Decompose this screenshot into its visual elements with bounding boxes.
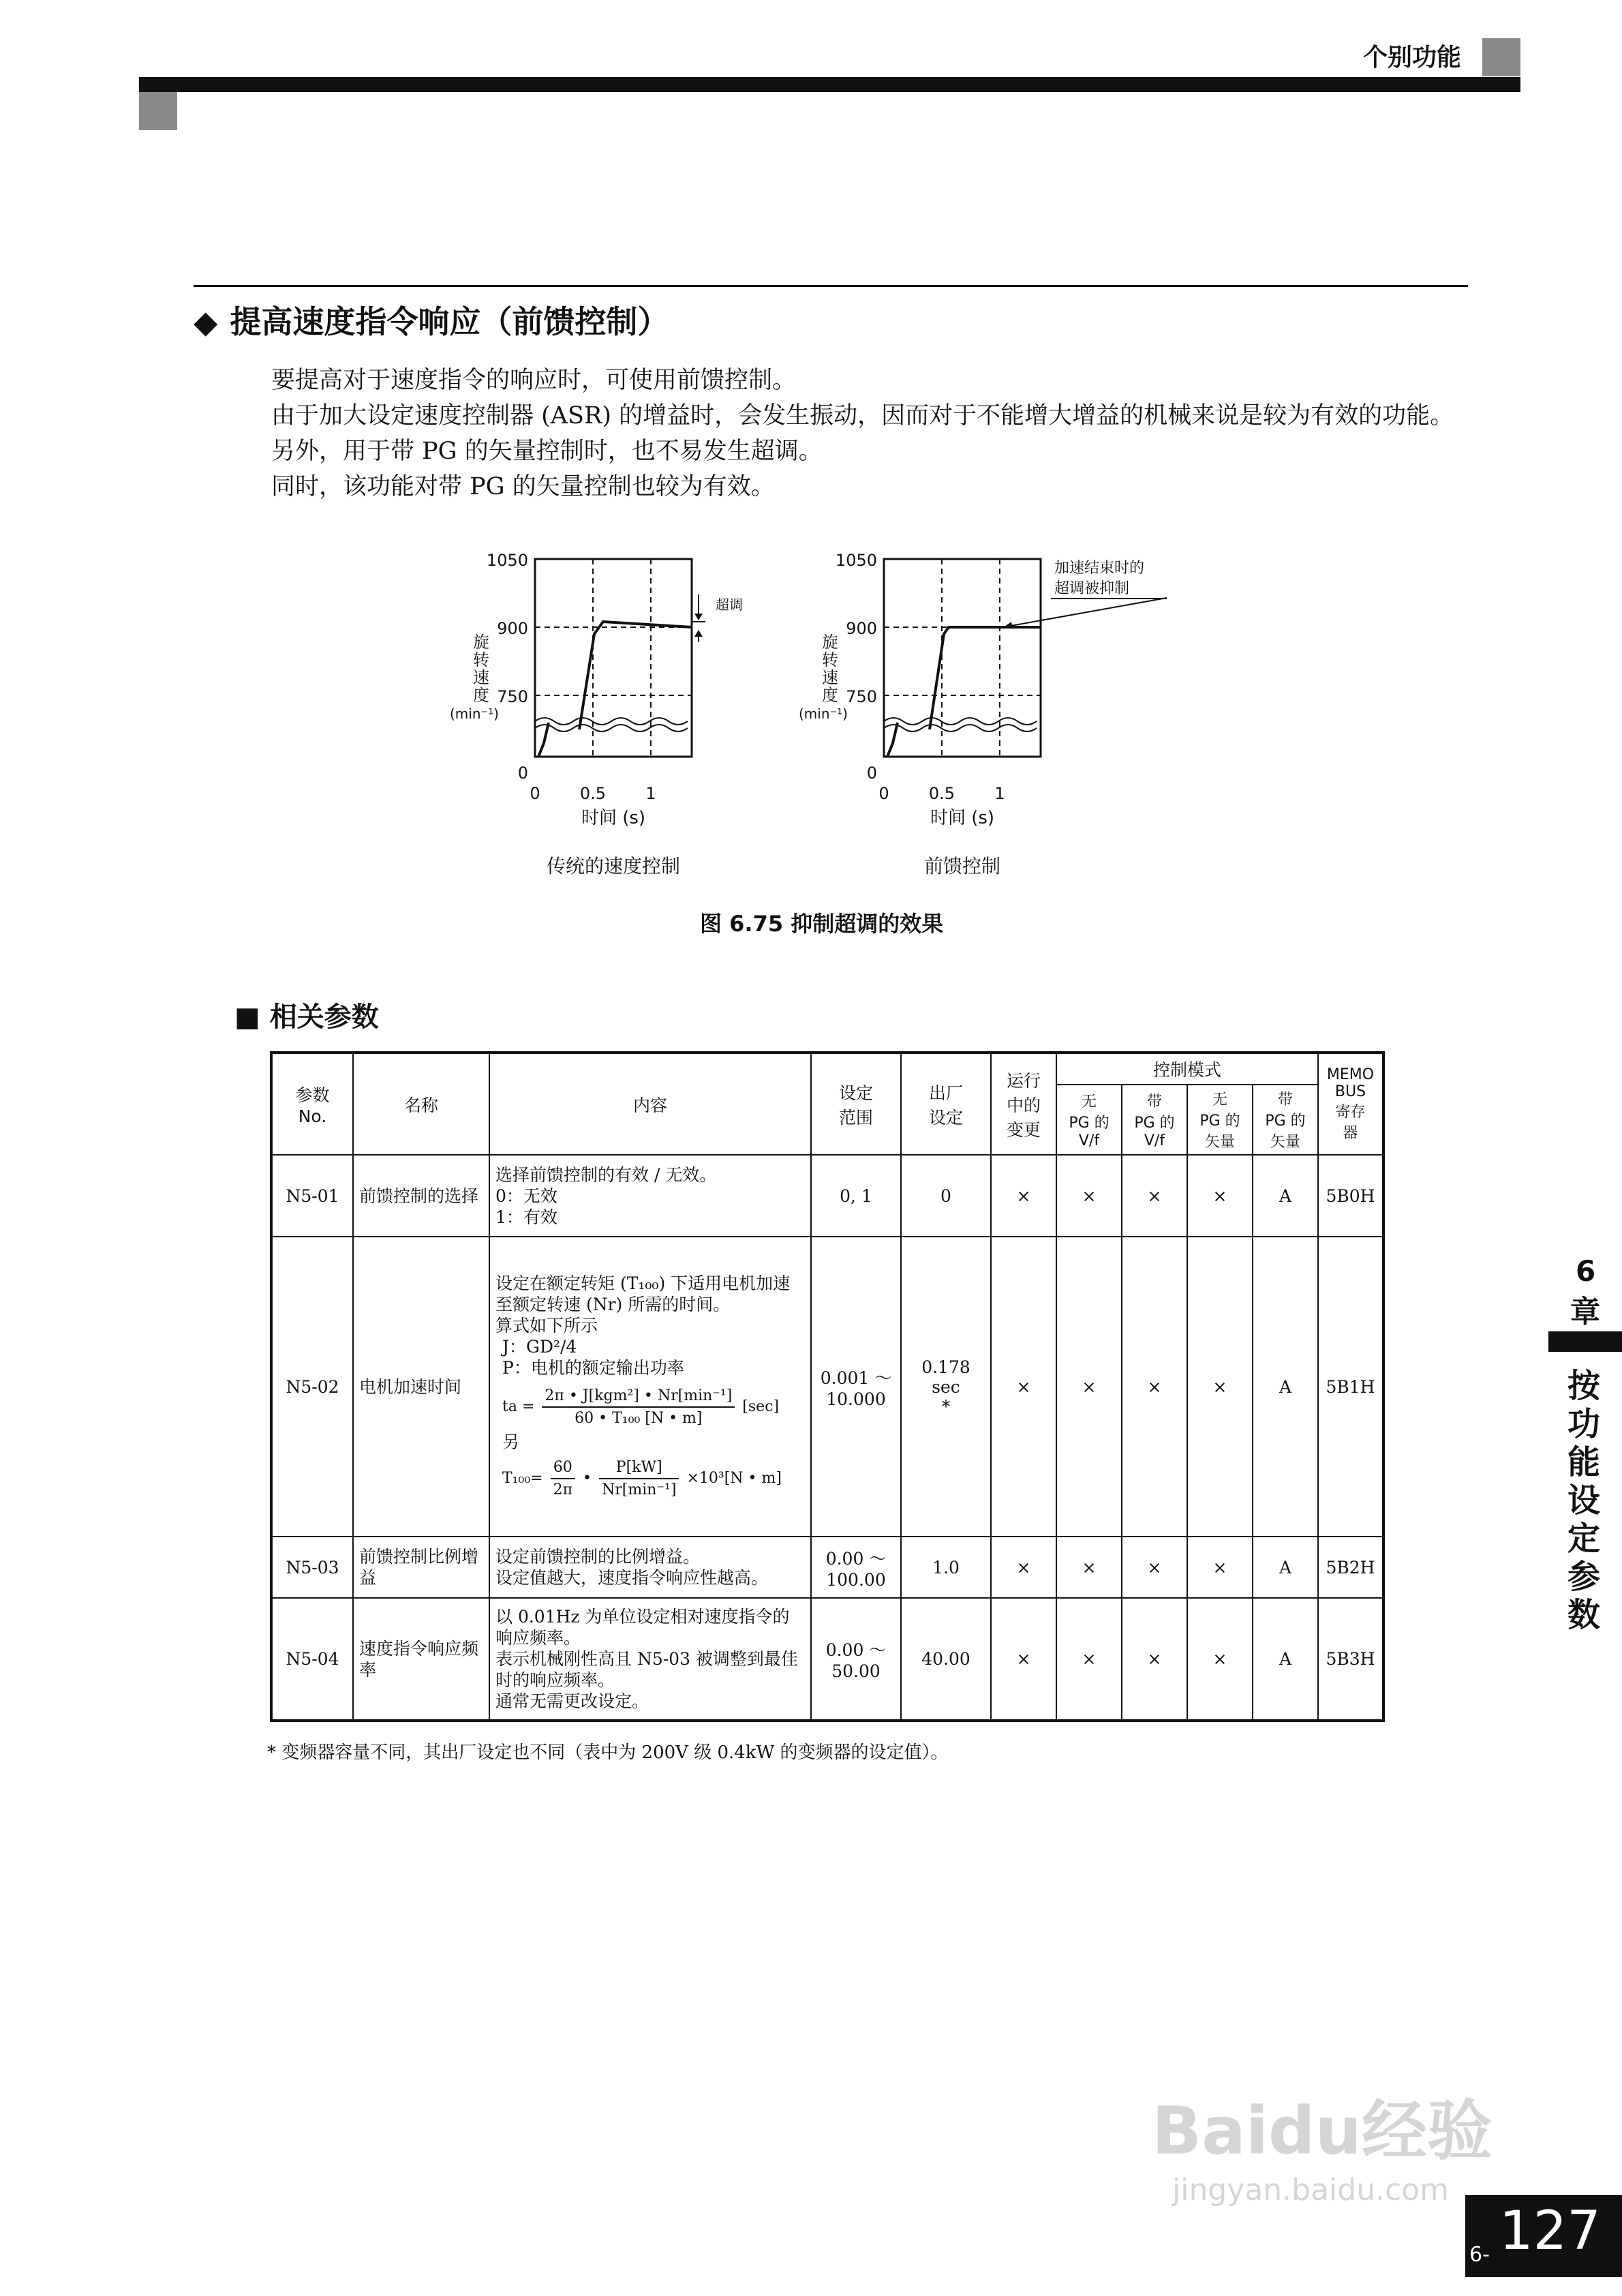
watermark bbox=[1152, 2079, 1493, 2207]
cell-change: × bbox=[991, 1598, 1056, 1721]
xtick-label: 0.5 bbox=[579, 784, 607, 803]
formula-dot: • bbox=[583, 1470, 592, 1487]
cell-mode: × bbox=[1122, 1237, 1187, 1537]
table-row bbox=[271, 1237, 1383, 1537]
ylabel-char: 旋 bbox=[822, 633, 838, 652]
overshoot-label: 超调 bbox=[716, 596, 743, 613]
th-mode-vector: 无 PG 的 矢量 bbox=[1187, 1085, 1253, 1155]
xtick-label: 0 bbox=[878, 784, 889, 803]
related-params-title: 相关参数 bbox=[269, 1001, 379, 1033]
formula-numerator: 60 bbox=[551, 1457, 575, 1479]
cell-mode: A bbox=[1253, 1237, 1318, 1537]
chart-feedforward-control bbox=[785, 539, 1194, 893]
content-line: 设定在额定转矩 (T₁₀₀) 下适用电机加速至额定转速 (Nr) 所需的时间。 bbox=[495, 1273, 791, 1314]
intro-text bbox=[271, 363, 1471, 504]
watermark-url: jingyan.baidu.com bbox=[1172, 2173, 1450, 2207]
ylabel-char: 旋 bbox=[473, 633, 489, 652]
ytick-label: 750 bbox=[846, 687, 877, 706]
header-bar bbox=[139, 77, 1520, 92]
formula-t100 bbox=[502, 1457, 805, 1500]
intro-paragraph: 要提高对于速度指令的响应时，可使用前馈控制。 bbox=[271, 367, 797, 394]
xtick-label: 0 bbox=[530, 784, 540, 803]
ylabel-char: 速 bbox=[473, 668, 489, 687]
chart-subtitle: 前馈控制 bbox=[923, 855, 1001, 877]
cell-param-no: N5-01 bbox=[271, 1155, 353, 1237]
parameter-table bbox=[270, 1051, 1385, 1722]
square-icon: ■ bbox=[234, 1001, 260, 1033]
formula-tail: ×10³[N • m] bbox=[686, 1470, 782, 1487]
xlabel: 时间 (s) bbox=[581, 808, 646, 828]
ylabel-unit: (min⁻¹) bbox=[799, 706, 848, 722]
cell-content bbox=[489, 1237, 811, 1537]
cell-name: 电机加速时间 bbox=[353, 1237, 489, 1537]
ytick-label: 1050 bbox=[835, 551, 877, 570]
th-default: 出厂 设定 bbox=[901, 1053, 991, 1155]
cell-mode: × bbox=[1187, 1155, 1253, 1237]
formula-fraction bbox=[599, 1457, 679, 1500]
table-row bbox=[271, 1537, 1383, 1598]
formula-numerator: P[kW] bbox=[599, 1457, 679, 1479]
cell-default: 1.0 bbox=[901, 1537, 991, 1598]
cell-register: 5B2H bbox=[1318, 1537, 1383, 1598]
chart-conventional-speed-control bbox=[436, 539, 777, 893]
formula-numerator: 2π • J[kgm²] • Nr[min⁻¹] bbox=[542, 1385, 735, 1408]
running-header: 个别功能 bbox=[1363, 44, 1462, 72]
cell-name: 速度指令响应频率 bbox=[353, 1598, 489, 1721]
cell-range: 0.00 ～ 50.00 bbox=[811, 1598, 901, 1721]
cell-mode: × bbox=[1056, 1598, 1122, 1721]
formula-lhs: ta = bbox=[502, 1398, 535, 1415]
cell-change: × bbox=[991, 1537, 1056, 1598]
formula-fraction bbox=[542, 1385, 735, 1429]
cell-range: 0.001 ～ 10.000 bbox=[811, 1237, 901, 1537]
and-label: 另 bbox=[502, 1432, 520, 1452]
cell-range: 0, 1 bbox=[811, 1155, 901, 1237]
chapter-bar bbox=[1548, 1331, 1622, 1352]
ylabel-char: 度 bbox=[473, 686, 489, 705]
cell-mode: × bbox=[1122, 1537, 1187, 1598]
ylabel-char: 转 bbox=[473, 650, 489, 669]
cell-mode: × bbox=[1056, 1237, 1122, 1537]
cell-content: 设定前馈控制的比例增益。 设定值越大，速度指令响应性越高。 bbox=[489, 1537, 811, 1598]
content-line: P：电机的额定输出功率 bbox=[502, 1358, 684, 1378]
th-mode-vector-pg: 带 PG 的 矢量 bbox=[1253, 1085, 1318, 1155]
cell-mode: × bbox=[1122, 1155, 1187, 1237]
cell-param-no: N5-04 bbox=[271, 1598, 353, 1721]
th-control-mode: 控制模式 bbox=[1056, 1053, 1318, 1085]
ytick-label: 900 bbox=[846, 619, 877, 638]
cell-mode: × bbox=[1056, 1155, 1122, 1237]
cell-mode: A bbox=[1253, 1598, 1318, 1721]
th-change: 运行 中的 变更 bbox=[991, 1053, 1056, 1155]
formula-ta bbox=[502, 1385, 805, 1429]
cell-mode: × bbox=[1122, 1598, 1187, 1721]
section-title bbox=[194, 297, 669, 342]
th-mode-vf-pg: 带 PG 的 V/f bbox=[1122, 1085, 1187, 1155]
cell-name: 前馈控制的选择 bbox=[353, 1155, 489, 1237]
related-params-heading bbox=[234, 995, 379, 1034]
footnote: * 变频器容量不同，其出厂设定也不同（表中为 200V 级 0.4kW 的变频器的设定值）。 bbox=[267, 1742, 949, 1763]
xtick-label: 1 bbox=[645, 784, 656, 803]
ylabel-unit: (min⁻¹) bbox=[450, 706, 499, 722]
section-title-text: 提高速度指令响应（前馈控制） bbox=[230, 303, 669, 340]
cell-mode: × bbox=[1187, 1598, 1253, 1721]
cell-content: 选择前馈控制的有效 / 无效。 0：无效 1：有效 bbox=[489, 1155, 811, 1237]
page-prefix: 6- bbox=[1469, 2243, 1490, 2267]
formula-fraction bbox=[551, 1457, 575, 1500]
cell-mode: × bbox=[1187, 1237, 1253, 1537]
section-rule bbox=[194, 285, 1468, 287]
cell-default: 40.00 bbox=[901, 1598, 991, 1721]
content-line: 算式如下所示 bbox=[495, 1316, 598, 1335]
formula-lhs: T₁₀₀= bbox=[502, 1470, 543, 1487]
cell-register: 5B0H bbox=[1318, 1155, 1383, 1237]
th-memobus: MEMO BUS 寄存 器 bbox=[1318, 1053, 1383, 1155]
cell-mode: × bbox=[1187, 1537, 1253, 1598]
intro-paragraph: 同时，该功能对带 PG 的矢量控制也较为有效。 bbox=[271, 473, 775, 500]
th-content: 内容 bbox=[489, 1053, 811, 1155]
cell-default: 0 bbox=[901, 1155, 991, 1237]
cell-mode: A bbox=[1253, 1155, 1318, 1237]
cell-param-no: N5-03 bbox=[271, 1537, 353, 1598]
cell-content: 以 0.01Hz 为单位设定相对速度指令的响应频率。 表示机械刚性高且 N5-03 被调整到最佳时的响应频率。 通常无需更改设定。 bbox=[489, 1598, 811, 1721]
formula-denominator: 60 • T₁₀₀ [N • m] bbox=[575, 1410, 703, 1427]
cell-default: 0.178 sec * bbox=[901, 1237, 991, 1537]
table-row bbox=[271, 1598, 1383, 1721]
intro-paragraph: 由于加大设定速度控制器 (ASR) 的增益时，会发生振动，因而对于不能增大增益的机械来说是较为有效的功能。另外，用于带 PG 的矢量控制时，也不易发生超调。 bbox=[271, 402, 1454, 465]
cell-register: 5B1H bbox=[1318, 1237, 1383, 1537]
th-range: 设定 范围 bbox=[811, 1053, 901, 1155]
cell-change: × bbox=[991, 1237, 1056, 1537]
ylabel-char: 度 bbox=[822, 686, 838, 705]
cell-register: 5B3H bbox=[1318, 1598, 1383, 1721]
formula-denominator: 2π bbox=[553, 1481, 573, 1498]
figure-caption: 图 6.75 抑制超调的效果 bbox=[700, 911, 944, 937]
th-name: 名称 bbox=[353, 1053, 489, 1155]
cell-param-no: N5-02 bbox=[271, 1237, 353, 1537]
chapter-title: 按功能设定参数 bbox=[1567, 1367, 1601, 1634]
ytick-label: 900 bbox=[497, 619, 528, 638]
chapter-number: 6 bbox=[1576, 1254, 1596, 1288]
cell-name: 前馈控制比例增益 bbox=[353, 1537, 489, 1598]
chapter-char: 章 bbox=[1570, 1295, 1600, 1329]
page-number: 127 bbox=[1499, 2201, 1601, 2262]
watermark-logo: Baidu经验 bbox=[1152, 2093, 1493, 2169]
formula-denominator: Nr[min⁻¹] bbox=[602, 1481, 677, 1498]
table-row bbox=[271, 1155, 1383, 1237]
cell-mode: A bbox=[1253, 1537, 1318, 1598]
chart-subtitle: 传统的速度控制 bbox=[546, 855, 681, 877]
xtick-label: 1 bbox=[994, 784, 1005, 803]
corner-square bbox=[139, 92, 177, 130]
th-param-no: 参数 No. bbox=[271, 1053, 353, 1155]
cell-change: × bbox=[991, 1155, 1056, 1237]
ytick-label: 750 bbox=[497, 687, 528, 706]
ylabel-char: 转 bbox=[822, 650, 838, 669]
annotation-line: 超调被抑制 bbox=[1054, 580, 1130, 597]
ytick-label: 0 bbox=[866, 764, 877, 783]
cell-range: 0.00 ～ 100.00 bbox=[811, 1537, 901, 1598]
annotation-line: 加速结束时的 bbox=[1054, 560, 1145, 577]
formula-unit: [sec] bbox=[742, 1398, 780, 1415]
cell-mode: × bbox=[1056, 1537, 1122, 1598]
diamond-icon: ◆ bbox=[194, 303, 218, 340]
content-line: J：GD²/4 bbox=[502, 1337, 577, 1357]
ytick-label: 1050 bbox=[486, 551, 528, 570]
ylabel-char: 速 bbox=[822, 668, 838, 687]
table-header-row bbox=[271, 1053, 1383, 1085]
xtick-label: 0.5 bbox=[928, 784, 955, 803]
th-mode-vf: 无 PG 的 V/f bbox=[1056, 1085, 1122, 1155]
header-square bbox=[1482, 38, 1520, 76]
ytick-label: 0 bbox=[517, 764, 528, 783]
xlabel: 时间 (s) bbox=[930, 808, 995, 828]
